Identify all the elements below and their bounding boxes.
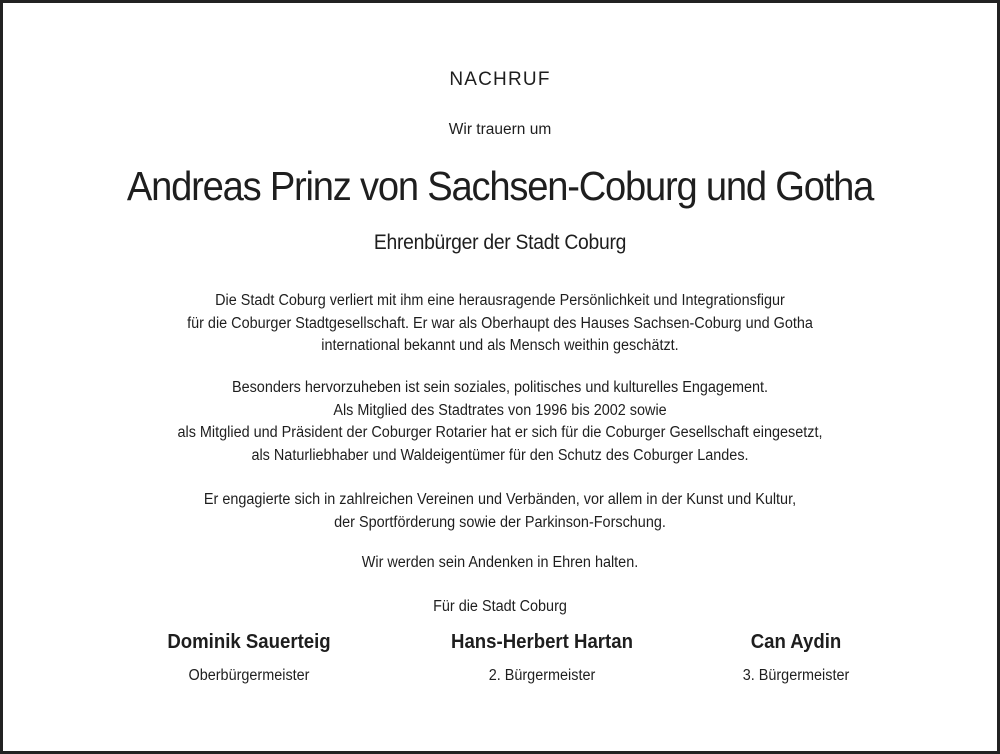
paragraph-tribute [38,290,962,358]
signer-name: Hans-Herbert Hartan [451,631,633,653]
honorary-title: Ehrenbürger der Stadt Coburg [373,231,627,254]
signer-third-mayor [666,631,926,685]
paragraph-line: als Naturliebhaber und Waldeigentümer für den Schutz des Coburger Landes. [251,446,749,464]
paragraph-line: der Sportförderung sowie der Parkinson-Forschung. [334,513,666,531]
paragraph-line: Er engagierte sich in zahlreichen Vereinen und Verbänden, vor allem in der Kunst und Kultur, [203,491,797,508]
signer-name: Can Aydin [750,631,842,653]
signer-name: Dominik Sauerteig [167,631,331,653]
paragraph-engagement [38,377,962,467]
signer-second-mayor [412,631,672,685]
paragraph-line: für die Coburger Stadtgesellschaft. Er war als Oberhaupt des Hauses Sachsen-Coburg und Gotha [187,314,813,332]
paragraph-associations [38,489,962,534]
paragraph-line: Besonders hervorzuheben ist sein soziales, politisches und kulturelles Engagement. [231,379,769,396]
paragraph-line: Die Stadt Coburg verliert mit ihm eine herausragende Persönlichkeit und Integrationsfigur [215,292,785,309]
signer-role: Oberbürgermeister [188,667,310,684]
paragraph-line: international bekannt und als Mensch weithin geschätzt. [321,337,679,354]
signer-mayor [119,631,379,685]
paragraph-line: Wir werden sein Andenken in Ehren halten. [361,554,639,571]
signoff-text: Für die Stadt Coburg [433,598,567,615]
paragraph-remembrance [38,552,962,575]
signer-role: 2. Bürgermeister [488,667,596,684]
intro-text: Wir trauern um [448,121,552,138]
deceased-name: Andreas Prinz von Sachsen-Coburg und Gotha [126,163,874,209]
signer-role: 3. Bürgermeister [742,667,850,684]
paragraph-line: als Mitglied und Präsident der Coburger Rotarier hat er sich für die Coburger Gesellschaft eingesetzt, [177,424,823,441]
notice-heading: NACHRUF [449,69,551,90]
paragraph-line: Als Mitglied des Stadtrates von 1996 bis 2002 sowie [333,401,667,419]
